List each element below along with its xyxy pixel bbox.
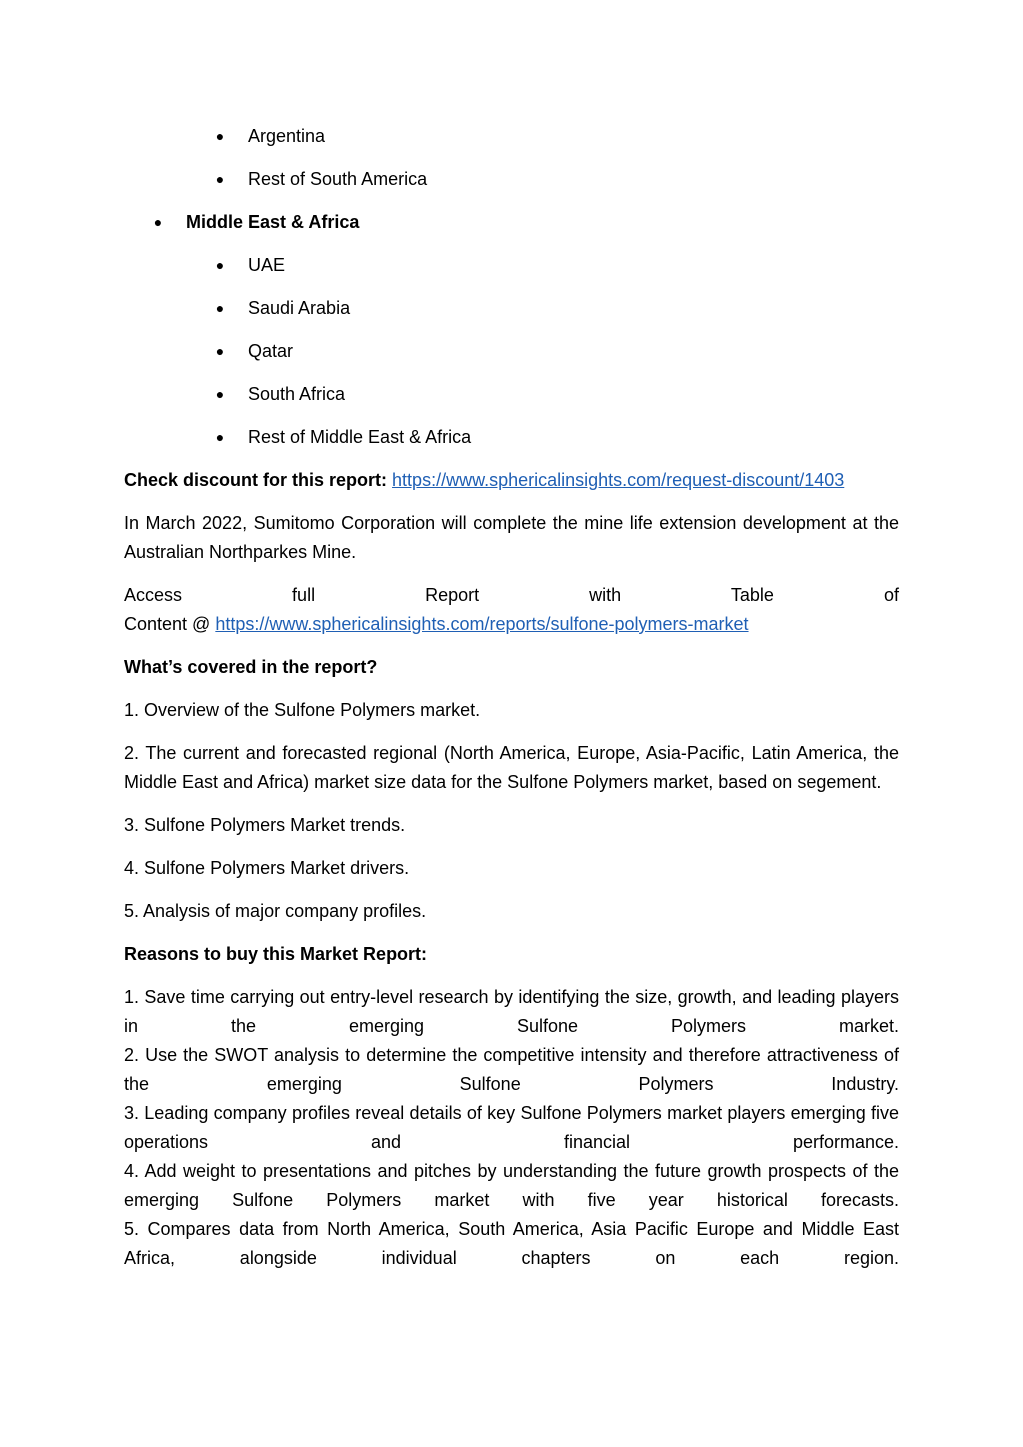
- list-item: [124, 294, 899, 323]
- list-item-text: Rest of South America: [248, 169, 428, 189]
- list-item: [124, 380, 899, 409]
- reason-item: 3. Leading company profiles reveal details of key Sulfone Polymers market players emerging five operations and financial performance.: [124, 1103, 899, 1152]
- document-body: [124, 122, 899, 1287]
- covered-item: 3. Sulfone Polymers Market trends.: [124, 815, 406, 835]
- bullet-icon: ●: [215, 300, 225, 316]
- list-heading: [124, 208, 899, 237]
- list-item: [124, 165, 899, 194]
- reason-item: 5. Compares data from North America, South America, Asia Pacific Europe and Middle East Africa, alongside individual chapters on each region.: [124, 1219, 899, 1268]
- reason-item: 2. Use the SWOT analysis to determine the competitive intensity and therefore attractiveness of the emerging Sulfone Polymers Industry.: [124, 1045, 899, 1094]
- list-item-text: South Africa: [248, 384, 346, 404]
- list-item: [124, 337, 899, 366]
- bullet-icon: ●: [215, 171, 225, 187]
- covered-item: 2. The current and forecasted regional (North America, Europe, Asia-Pacific, Latin America, the Middle East and Africa) market size data for the Sulfone Polymers market, based on segement.: [124, 743, 899, 792]
- list-item: [124, 251, 899, 280]
- discount-paragraph: [124, 466, 899, 495]
- bullet-icon: ●: [215, 343, 225, 359]
- list-item-text: Argentina: [248, 126, 326, 146]
- bullet-icon: ●: [215, 429, 225, 445]
- covered-item: 1. Overview of the Sulfone Polymers market.: [124, 700, 481, 720]
- list-item-text: Qatar: [248, 341, 294, 361]
- list-item-text: Rest of Middle East & Africa: [248, 427, 472, 447]
- news-paragraph: In March 2022, Sumitomo Corporation will complete the mine life extension development at the Australian Northparkes Mine.: [124, 513, 899, 562]
- access-paragraph: [124, 581, 899, 639]
- covered-heading: What’s covered in the report?: [124, 657, 378, 677]
- access-line: Access full Report with Table of: [124, 585, 899, 605]
- reasons-heading: Reasons to buy this Market Report:: [124, 944, 428, 964]
- discount-link[interactable]: https://www.sphericalinsights.com/request-discount/1403: [392, 470, 845, 490]
- covered-item: 5. Analysis of major company profiles.: [124, 901, 427, 921]
- bullet-icon: ●: [215, 128, 225, 144]
- access-prefix: Content @: [124, 614, 211, 634]
- list-item: [124, 423, 899, 452]
- reason-item: 4. Add weight to presentations and pitches by understanding the future growth prospects of the emerging Sulfone Polymers market with five year historical forecasts.: [124, 1161, 899, 1210]
- bullet-icon: ●: [215, 386, 225, 402]
- bullet-icon: ●: [153, 214, 163, 230]
- reasons-paragraph: [124, 983, 899, 1273]
- reason-item: 1. Save time carrying out entry-level research by identifying the size, growth, and leading players in the emerging Sulfone Polymers market.: [124, 987, 899, 1036]
- discount-label: Check discount for this report:: [124, 470, 388, 490]
- bullet-icon: ●: [215, 257, 225, 273]
- region-heading: Middle East & Africa: [186, 212, 360, 232]
- list-item: [124, 122, 899, 151]
- report-link[interactable]: https://www.sphericalinsights.com/reports/sulfone-polymers-market: [215, 614, 749, 634]
- covered-item: 4. Sulfone Polymers Market drivers.: [124, 858, 410, 878]
- access-content-line: [124, 610, 899, 639]
- list-item-text: Saudi Arabia: [248, 298, 351, 318]
- list-item-text: UAE: [248, 255, 286, 275]
